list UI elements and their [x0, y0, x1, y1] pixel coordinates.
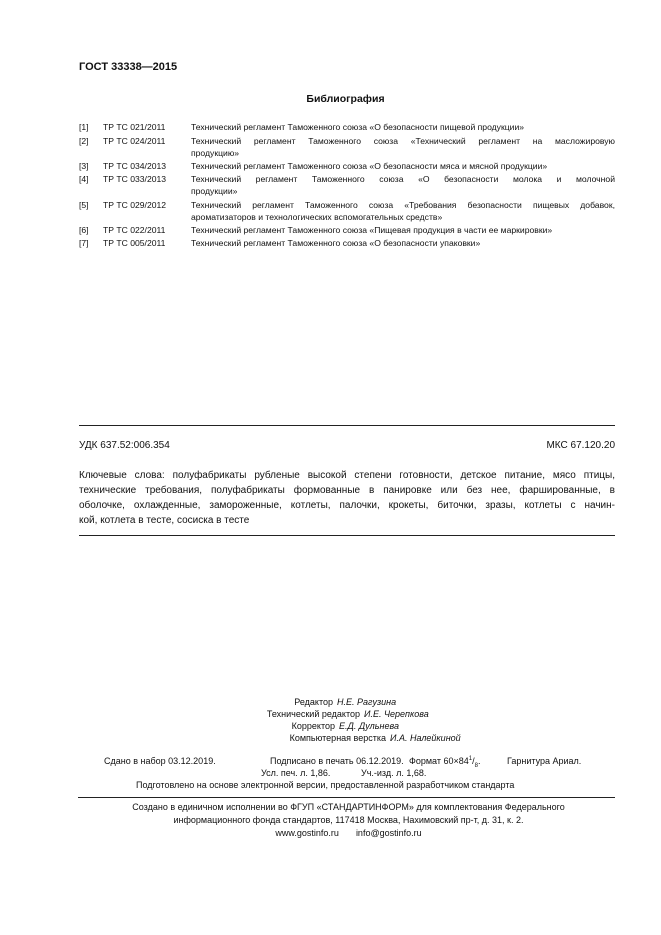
keywords-line: технические требования, полуфабрикаты формованные в панировке или без нее, фаршированные, в [79, 485, 615, 496]
ref-text: Технический регламент Таможенного союза «Пищевая продукция в части ее маркировки» [191, 225, 553, 235]
credit-corrector: Корректор Е.Д. Дульнева [291, 721, 399, 731]
ref-text: Технический регламент Таможенного союза «О безопасности мяса и мясной продукции» [191, 161, 548, 171]
typeface: Гарнитура Ариал. [507, 756, 582, 766]
ref-number: [5] [79, 200, 89, 210]
udk-code: УДК 637.52:006.354 [79, 440, 170, 451]
keywords-line: Ключевые слова: полуфабрикаты рубленые высокой степени готовности, детское питание, мясо птицы, [79, 470, 615, 481]
document-code: ГОСТ 33338—2015 [79, 61, 178, 73]
footer-line-1: Создано в единичном исполнении во ФГУП «СТАНДАРТИНФОРМ» для комплектования Федерального [132, 802, 565, 812]
publishing-sheets: Уч.-изд. л. 1,68. [361, 768, 427, 778]
prepared-note: Подготовлено на основе электронной версии, предоставленной разработчиком стандарта [136, 780, 515, 790]
ref-text: Технический регламент Таможенного союза «Требования безопасности пищевых добавок, ароматизаторов и технологических вспомогательных средств» [191, 200, 615, 222]
ref-code: ТР ТС 021/2011 [103, 122, 166, 132]
ref-text: Технический регламент Таможенного союза «О безопасности пищевой продукции» [191, 122, 525, 132]
keywords-line: кой, котлета в тесте, сосиска в тесте [79, 515, 250, 526]
ref-number: [1] [79, 122, 89, 132]
ref-number: [2] [79, 136, 89, 146]
ref-code: ТР ТС 034/2013 [103, 161, 167, 171]
ref-code: ТР ТС 033/2013 [103, 174, 167, 184]
ref-code: ТР ТС 005/2011 [103, 238, 166, 248]
email-link[interactable]: info@gostinfo.ru [355, 828, 422, 838]
keywords-line: оболочке, охлажденные, замороженные, котлеты, палочки, крокеты, биточки, зразы, котлеты с начин- [79, 500, 615, 511]
set-date: Сдано в набор 03.12.2019. [104, 756, 216, 766]
ref-code: ТР ТС 029/2012 [103, 200, 167, 210]
ref-code: ТР ТС 024/2011 [103, 136, 166, 146]
print-date: Подписано в печать 06.12.2019. [270, 756, 404, 766]
ref-number: [4] [79, 174, 89, 184]
divider-bottom [79, 535, 615, 536]
credit-layout: Компьютерная верстка И.А. Налейкиной [289, 733, 461, 743]
ref-text: Технический регламент Таможенного союза «О безопасности упаковки» [191, 238, 481, 248]
footer-contacts [0, 828, 661, 838]
ref-number: [7] [79, 238, 89, 248]
ref-code: ТР ТС 022/2011 [103, 225, 166, 235]
ref-number: [6] [79, 225, 89, 235]
bibliography-title: Библиография [306, 93, 385, 105]
print-sheets: Усл. печ. л. 1,86. [261, 768, 331, 778]
keywords-block [79, 468, 615, 528]
format: Формат $60\times 84^1/_8$. [409, 756, 481, 769]
website-link[interactable]: www.gostinfo.ru [275, 828, 339, 838]
divider-top [79, 425, 615, 426]
credit-tech-editor: Технический редактор И.Е. Черепкова [266, 709, 429, 719]
ref-text: Технический регламент Таможенного союза «Технический регламент на масложировую продукцию» [191, 136, 615, 158]
footer-line-2: информационного фонда стандартов, 117418 Москва, Нахимовский пр-т, д. 31, к. 2. [173, 815, 524, 825]
ref-text: Технический регламент Таможенного союза «О безопасности молока и молочной продукции» [191, 174, 615, 196]
ref-number: [3] [79, 161, 89, 171]
divider-footer [78, 797, 615, 798]
mks-code: МКС 67.120.20 [546, 440, 615, 451]
credit-editor: Редактор Н.Е. Рагузина [294, 697, 397, 707]
